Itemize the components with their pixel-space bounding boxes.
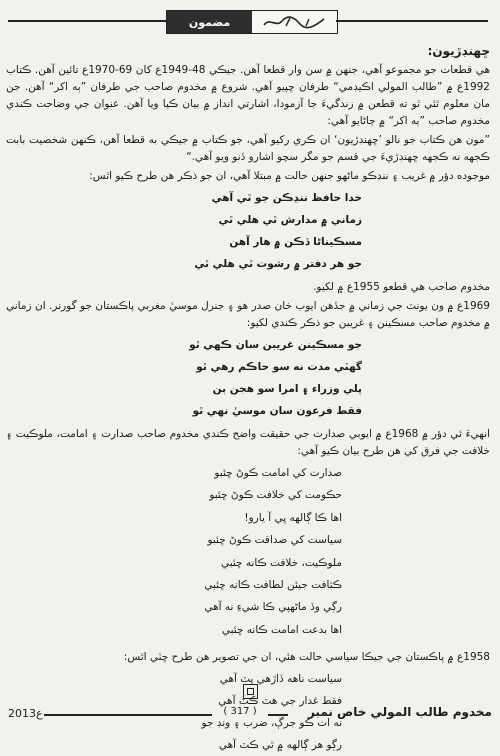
section-heading: ڇهنڊڙيون: [427, 44, 490, 58]
verse-line: سياست ناهه ڏاڙهي پٽ آهي [219, 673, 342, 686]
magazine-logo [252, 11, 337, 33]
verse-line: خدا حافظ ننڍڪن جو ٿي آهي [211, 192, 362, 204]
verse-line: مسڪيناڻا ڏڪن ۾ هار آهن [229, 236, 362, 248]
verse-line: ملوڪيت، خلافت ڪانه ڇئبي [220, 556, 342, 569]
footer-year: 2013ع [8, 707, 43, 720]
verse-line: پلي وزراء ۽ امرا سو هجن ٻن [212, 383, 362, 395]
verse-line: حڪومت کي خلافت ڪوڻ ڇئبو [209, 489, 342, 502]
header-rule-left [8, 20, 166, 22]
page-footer [0, 700, 500, 730]
verse-line: جو مسڪينن غريبن سان ڪهي ٿو [189, 339, 362, 351]
page-number: ( 317 ) [223, 706, 257, 717]
footer-rule-right [268, 714, 288, 716]
verse-line: صدارت کي امامت ڪوڻ ڇئبو [214, 467, 342, 479]
verse-line: رڳو هر ڳالهه ۾ ٿي ڪٽ آهي [218, 739, 342, 752]
verse-line: گهٽي مدت نه سو حاڪم رهي ٿو [196, 361, 362, 373]
verse-line: فقط غدار جي هٽ ڪٽ آهي [218, 695, 342, 708]
poem-stanza-2 [132, 334, 362, 422]
verse-line: زماني ۾ مدارش ٿي هلي ٿي [218, 214, 362, 226]
paragraph-1955: مخدوم صاحب هي قطعو 1955ع ۾ لکيو. [313, 281, 490, 293]
verse-line: رڳي وڏ ماڻهپي ڪا شيءِ نه آهي [204, 601, 342, 614]
verse-line: ڪثافت جيئن لطافت ڪانه ڇئبي [204, 579, 342, 592]
quote-paragraph: ”مون هن ڪتاب جو نالو ’ڇهنڊڙيون‘ ان ڪري رکيو آهي، جو ڪتاب ۾ جيڪي به قطعا آهن، ڪنهن شخصيت بابت ڪجهه نه ڪجهه ڇهنڊڙيءَ جي قسم جو مگر سچو اشارو ڏنو ويو آهي.“ [6, 134, 490, 163]
verse-line: اها ڪا ڳالهه ڀي آ يارو! [244, 511, 342, 524]
poem-stanza-1 [132, 187, 362, 275]
paragraph-ayub-era: انهيءَ ئي دؤر ۾ 1968ع ۾ ايوبي صدارت جي حقيقت واضح ڪندي مخدوم صاحب صدارت ۽ امامت، ملوڪيت ۽ خلافت جي فرق کي هن طرح بيان ڪيو آهي: [6, 428, 490, 457]
header-box [166, 10, 338, 34]
verse-line: جو هر دفتر ۾ رشوت ٿي هلي ٿي [194, 258, 362, 270]
paragraph-one-unit: 1969ع ۾ ون يونٽ جي زماني ۾ جڏهن ايوب خان صدر هو ۽ جنرل موسيٰ مغربي پاڪستان جو گورنر. ان زماني ۾ مخدوم صاحب مسڪينن ۽ غريبن جو ذڪر ڪندي لکيو: [6, 300, 490, 329]
section-label: مضمون [167, 11, 252, 33]
header-rule-right [336, 20, 488, 22]
poem-stanza-3 [142, 462, 342, 641]
paragraph-poor: موجوده دؤر ۾ غريب ۽ ننڍڪو ماڻهو جنهن حالت ۾ مبتلا آهي، ان جو ذڪر هن طرح ڪيو اٿس: [89, 170, 490, 182]
verse-line: نه ات ڪو جرڳ، ضرب ۽ ونڊ جو [201, 717, 342, 730]
footer-rule-left [44, 714, 212, 716]
page-header [0, 8, 500, 34]
paragraph-1958: 1958ع ۾ پاڪستان جي جيڪا سياسي حالت هئي، ان جي تصوير هن طرح ڇٽي اٿس: [123, 651, 490, 664]
ornament-icon [243, 684, 258, 699]
verse-line: اها بدعت امامت ڪانه ڇئبي [221, 623, 342, 636]
verse-line: فقط فرعون سان موسيٰ نهي ٿو [192, 405, 362, 417]
logo-calligraphy [260, 14, 330, 30]
article-body [6, 42, 490, 756]
footer-title: مخدوم طالب المولي خاص نمبر [307, 705, 492, 719]
paragraph-intro: هي قطعات جو مجموعو آهي، جنهن ۾ سن وار قطعا آهن. جيڪي 48-1949ع کان 69-1970ع تائين آهن. ڪتاب 1992ع ۾ ”طالب المولي اڪيڊمي“ طرفان ڇپيو آهي. شروع ۾ مخدوم صاحب جي طرفان ”ٻه اکر“ آهن. جن مان معلوم ٿئي ٿو ته قطعن ۾ زندگيءَ جا آزمودا، اشارتي انداز ۾ بيان ڪيا ويا آهن. عنوان جي وضاحت ڪندي مخدوم صاحب ”ٻه اکر“ ۾ ڄاڻايو آهي: [6, 64, 491, 127]
verse-line: سياست کي صداقت ڪوڻ ڇئبو [207, 534, 342, 547]
